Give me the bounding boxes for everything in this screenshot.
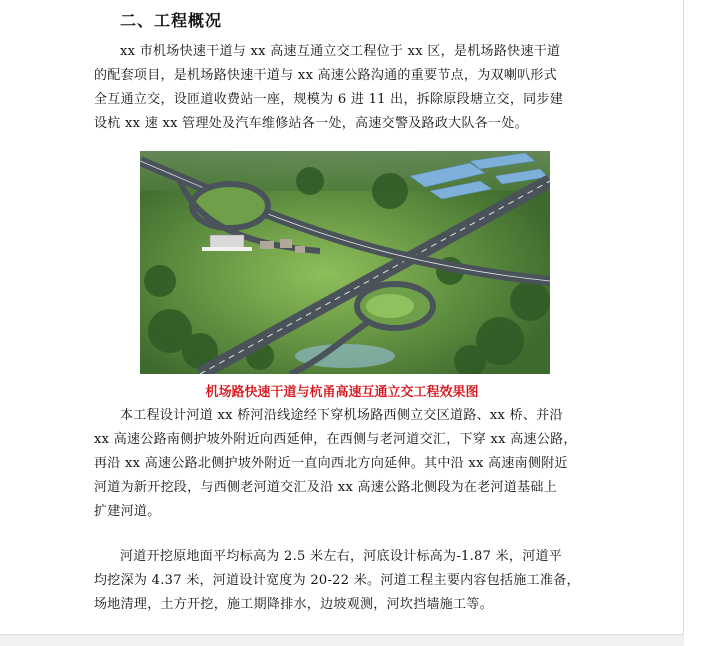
paragraph-project-overview <box>94 40 589 136</box>
paragraph-line: 河道为新开挖段，与西侧老河道交汇及沿 xx 高速公路北侧段为在老河道基础上 <box>94 480 558 495</box>
figure-caption: 机场路快速干道与杭甬高速互通立交工程效果图 <box>205 385 479 400</box>
section-heading: 二、工程概况 <box>120 11 223 30</box>
paragraph-river-route <box>94 404 589 524</box>
page-bottom-edge <box>0 634 684 646</box>
paragraph-line: 场地清理，土方开挖，施工期降排水，边坡观测，河坎挡墙施工等。 <box>94 597 494 612</box>
paragraph-line: 的配套项目，是机场路快速干道与 xx 高速公路沟通的重要节点，为双喇叭形式 <box>94 68 558 83</box>
paragraph-line: 再沿 xx 高速公路北侧护坡外附近一直向西北方向延伸。其中沿 xx 高速南侧附近 <box>94 456 568 471</box>
page-right-margin-rule <box>683 0 684 645</box>
paragraph-line: 均挖深为 4.37 米，河道设计宽度为 20-22 米。河道工程主要内容包括施工准备， <box>94 573 580 588</box>
paragraph-line: xx 市机场快速干道与 xx 高速互通立交工程位于 xx 区，是机场路快速干道 <box>120 44 561 59</box>
paragraph-line: 全互通立交，设匝道收费站一座，规模为 6 进 11 出，拆除原段塘立交，同步建 <box>94 92 564 107</box>
paragraph-line: 扩建河道。 <box>94 504 161 519</box>
interchange-rendering-image <box>140 151 550 374</box>
paragraph-excavation-details <box>94 545 589 617</box>
paragraph-line: xx 高速公路南侧护坡外附近向西延伸，在西侧与老河道交汇，下穿 xx 高速公路， <box>94 432 577 447</box>
paragraph-line: 设杭 xx 速 xx 管理处及汽车维修站各一处，高速交警及路政大队各一处。 <box>94 116 528 131</box>
paragraph-line: 本工程设计河道 xx 桥河沿线途经下穿机场路西侧立交区道路、xx 桥、并沿 <box>120 408 563 423</box>
interchange-rendering-illustration <box>140 151 550 374</box>
paragraph-line: 河道开挖原地面平均标高为 2.5 米左右，河底设计标高为-1.87 米，河道平 <box>120 549 563 564</box>
